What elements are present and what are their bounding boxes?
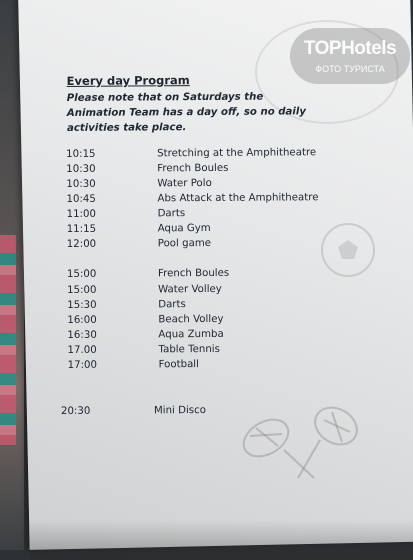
schedule-time: 11:00 (66, 208, 96, 220)
program-title: Every day Program (66, 73, 190, 88)
schedule-row (0, 237, 413, 254)
schedule-time: 16:00 (67, 314, 97, 326)
schedule-time: 11:15 (66, 223, 97, 235)
schedule-time: 20:30 (60, 405, 91, 418)
schedule-activity: Table Tennis (158, 343, 220, 356)
schedule-row (0, 267, 413, 284)
schedule-row (0, 192, 413, 209)
schedule-time: 10:30 (66, 178, 96, 190)
schedule-time: 16:30 (67, 329, 97, 341)
schedule-activity: Water Volley (158, 283, 222, 296)
schedule-row (0, 343, 413, 360)
schedule-activity: French Boules (157, 267, 230, 280)
schedule-activity: Aqua Gym (157, 222, 211, 235)
logo-subtext: ФОТО ТУРИСТА (315, 64, 385, 74)
logo-text: TOPHotels (303, 38, 397, 59)
schedule-time: 10:45 (66, 193, 96, 205)
schedule-activity: Water Polo (157, 177, 212, 190)
schedule-activity: Stretching at the Amphitheatre (157, 147, 317, 160)
schedule-time: 15:00 (66, 268, 97, 280)
schedule-activity: Darts (157, 208, 186, 220)
schedule-row (0, 283, 413, 300)
schedule-time: 12:00 (66, 238, 97, 250)
schedule-row (1, 404, 413, 421)
schedule-activity: Beach Volley (158, 313, 224, 326)
schedule-activity: Mini Disco (153, 405, 206, 417)
schedule-activity: Football (158, 359, 199, 371)
schedule-row (1, 358, 413, 375)
schedule-row (0, 207, 413, 224)
schedule-row (0, 162, 412, 179)
schedule-activity: French Boules (157, 162, 229, 175)
schedule-time: 10:30 (66, 163, 96, 175)
schedule-activity: Abs Attack at the Amphitheatre (157, 192, 319, 205)
schedule-time: 15:30 (67, 299, 97, 311)
schedule-row (0, 147, 412, 164)
schedule-row (0, 298, 413, 315)
schedule-activity: Darts (158, 299, 186, 311)
schedule-time: 17.00 (67, 344, 97, 356)
schedule-time: 15:00 (67, 284, 97, 296)
schedule-row (0, 177, 412, 194)
program-note: Please note that on Saturdays the Animation Team has a day off, so no daily activities take place. (66, 91, 307, 134)
schedule-time: 10:15 (66, 148, 96, 160)
schedule-activity: Aqua Zumba (158, 328, 224, 341)
schedule-time: 17:00 (67, 359, 98, 371)
schedule-row (0, 222, 413, 239)
schedule-row (0, 313, 413, 330)
schedule-row (0, 328, 413, 345)
schedule-activity: Pool game (157, 237, 212, 250)
